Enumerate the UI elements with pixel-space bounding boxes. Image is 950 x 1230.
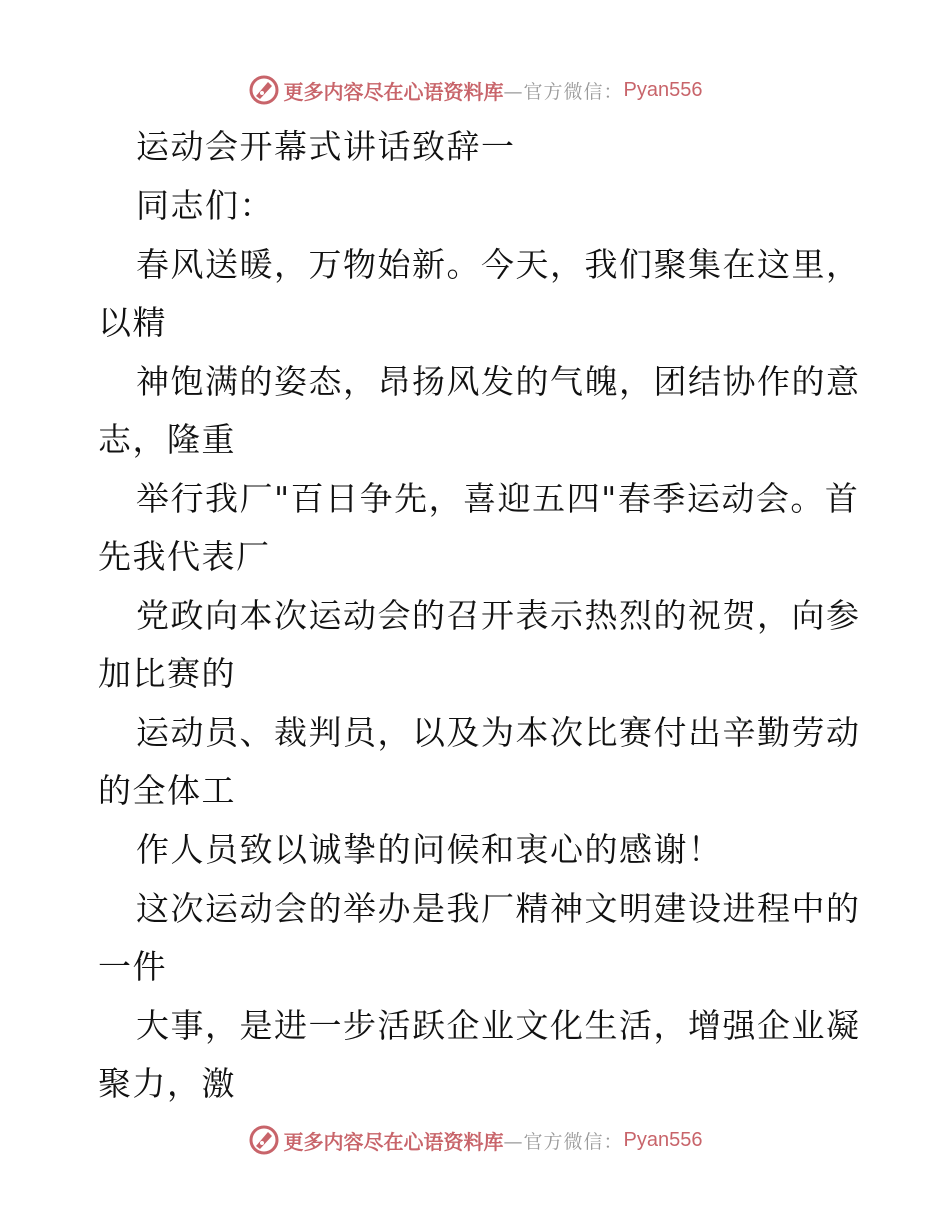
text-line: 加比赛的 <box>98 654 236 693</box>
text-line: 志，隆重 <box>98 420 236 459</box>
text-line: 一件 <box>98 947 167 986</box>
text-line: 举行我厂"百日争先，喜迎五四"春季运动会。首 <box>136 479 860 518</box>
pen-nib-logo-icon <box>248 74 280 106</box>
watermark-site-text: 更多内容尽在心语资料库 <box>283 1129 504 1154</box>
text-line: 这次运动会的举办是我厂精神文明建设进程中的 <box>136 889 861 928</box>
text-line: 作人员致以诚挚的问候和衷心的感谢！ <box>136 830 723 869</box>
text-line: 的全体工 <box>98 771 236 810</box>
document-title: 运动会开幕式讲话致辞一 <box>136 127 516 166</box>
pen-nib-logo-icon <box>248 1124 280 1156</box>
text-line: 聚力，激 <box>98 1064 236 1103</box>
text-line: 运动员、裁判员，以及为本次比赛付出辛勤劳动 <box>136 713 861 752</box>
footer-watermark <box>0 1120 950 1160</box>
text-line: 大事，是进一步活跃企业文化生活，增强企业凝 <box>136 1006 861 1045</box>
watermark-wechat-label: —官方微信： <box>503 80 624 103</box>
watermark-wechat-id: Pyan556 <box>623 1128 703 1151</box>
text-line: 先我代表厂 <box>98 537 271 576</box>
watermark-wechat-id: Pyan556 <box>623 78 703 101</box>
salutation: 同志们： <box>136 186 274 225</box>
text-line: 春风送暖，万物始新。今天，我们聚集在这里， <box>136 245 861 284</box>
text-line: 神饱满的姿态，昂扬风发的气魄，团结协作的意 <box>136 362 861 401</box>
watermark-wechat-label: —官方微信： <box>503 1130 624 1153</box>
text-line: 以精 <box>98 303 167 342</box>
header-watermark <box>0 70 950 110</box>
text-line: 党政向本次运动会的召开表示热烈的祝贺，向参 <box>136 596 861 635</box>
watermark-site-text: 更多内容尽在心语资料库 <box>283 79 504 104</box>
